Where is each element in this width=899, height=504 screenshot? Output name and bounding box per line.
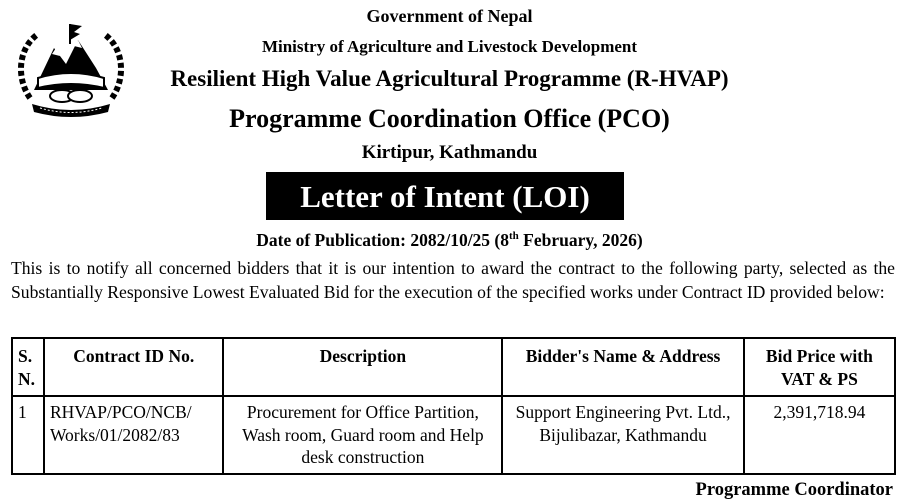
publication-date: [0, 230, 899, 251]
programme-heading: Resilient High Value Agricultural Programme (R-HVAP): [170, 66, 729, 91]
publication-date-sup: th: [509, 230, 519, 243]
cell-bidder: Support Engineering Pvt. Ltd., Bijulibazar, Kathmandu: [502, 396, 743, 474]
table-row: [12, 396, 895, 474]
header-contract-id: Contract ID No.: [44, 338, 224, 396]
header-sn: S. N.: [12, 338, 44, 396]
location-heading: Kirtipur, Kathmandu: [361, 142, 538, 163]
intro-paragraph: This is to notify all concerned bidders that it is our intention to award the contract to the following party, selected as the Substantially Responsive Lowest Evaluated Bid for the execution of the specified works under Contract ID provided below:: [11, 258, 895, 302]
cell-sn: 1: [12, 396, 44, 474]
cell-contract-id: RHVAP/PCO/NCB/ Works/01/2082/83: [44, 396, 224, 474]
publication-date-label: Date of Publication: 2082/10/25 (8: [256, 230, 510, 250]
government-heading: Government of Nepal: [366, 6, 533, 26]
cell-description: Procurement for Office Partition, Wash room, Guard room and Help desk construction: [223, 396, 502, 474]
header-bidder: Bidder's Name & Address: [502, 338, 743, 396]
signatory-title: Programme Coordinator: [695, 480, 893, 500]
document-title: Letter of Intent (LOI): [266, 172, 624, 220]
header-description: Description: [223, 338, 502, 396]
ministry-heading: Ministry of Agriculture and Livestock Development: [261, 37, 638, 56]
publication-date-rest: February, 2026): [518, 230, 643, 250]
award-table: [11, 337, 896, 475]
table-header-row: [12, 338, 895, 396]
header-bid-price: Bid Price with VAT & PS: [744, 338, 895, 396]
office-heading: Programme Coordination Office (PCO): [229, 104, 670, 133]
cell-bid-price: 2,391,718.94: [744, 396, 895, 474]
